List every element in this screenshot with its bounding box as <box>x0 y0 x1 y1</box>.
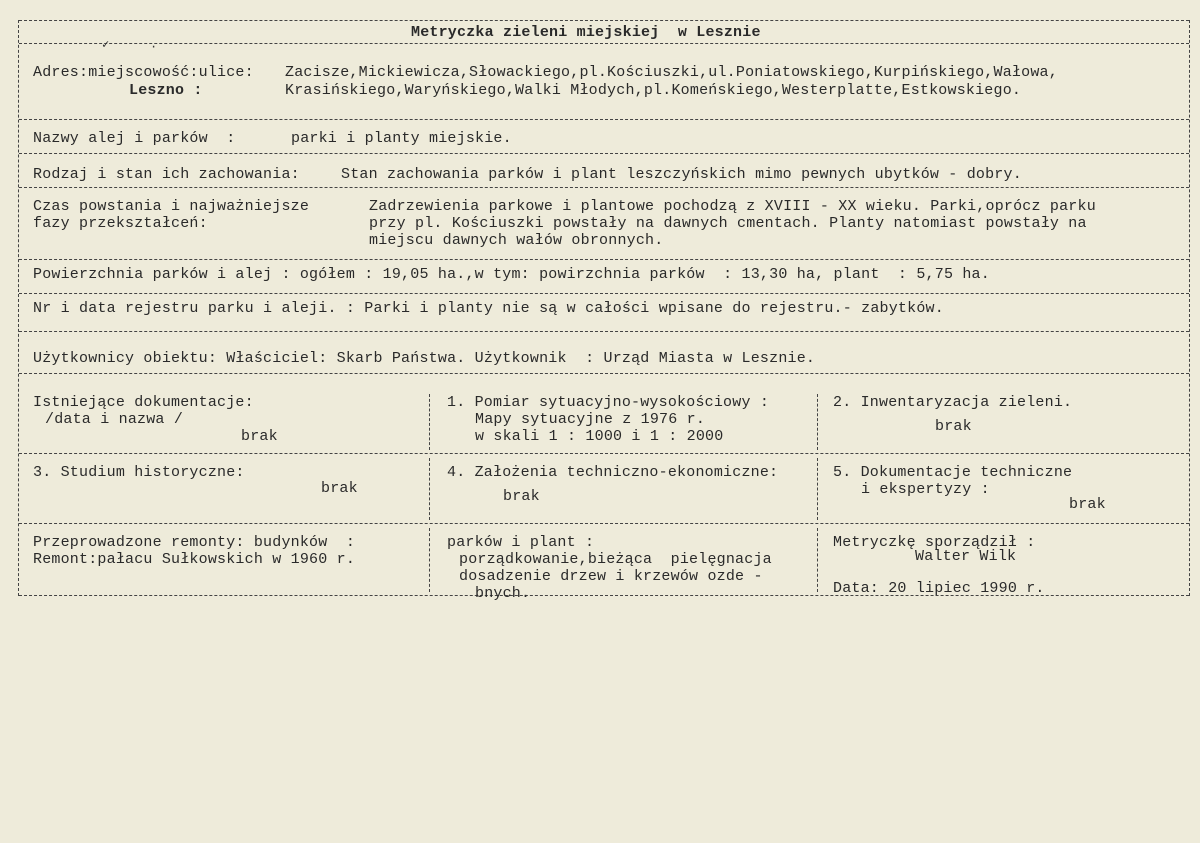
docs-existing-value: brak <box>241 428 278 445</box>
address-row <box>19 44 1189 120</box>
history-value-line3: miejscu dawnych wałów obronnych. <box>369 232 664 249</box>
studies-divider-2 <box>817 458 818 520</box>
users-text: Użytkownicy obiektu: Właściciel: Skarb Państwa. Użytkownik : Urząd Miasta w Lesznie. <box>33 350 816 367</box>
punch-mark-1: ✓ <box>102 38 110 52</box>
repairs-divider-1 <box>429 528 430 592</box>
history-value-line1: Zadrzewienia parkowe i plantowe pochodzą z XVIII - XX wieku. Parki,oprócz parku <box>369 198 1096 215</box>
repairs-divider-2 <box>817 528 818 592</box>
docs-existing-line2: /data i nazwa / <box>45 411 184 428</box>
repairs-mid-line4: bnych. <box>475 585 531 602</box>
docs-survey-line1: 1. Pomiar sytuacyjno-wysokościowy : <box>447 394 770 411</box>
studies-row <box>19 454 1189 524</box>
names-value: parki i planty miejskie. <box>291 130 512 147</box>
title-row <box>19 20 1189 44</box>
repairs-mid-line2: porządkowanie,bieżąca pielęgnacja <box>459 551 772 568</box>
docs-inventory-value: brak <box>935 418 972 435</box>
studies-tech-doc-line1: 5. Dokumentacje techniczne <box>833 464 1073 481</box>
card-title: Metryczka zieleni miejskiej w Lesznie <box>411 24 761 41</box>
docs-row <box>19 374 1189 454</box>
register-row <box>19 294 1189 332</box>
type-state-label: Rodzaj i stan ich zachowania: <box>33 166 300 183</box>
studies-tech-econ-label: 4. Założenia techniczno-ekonomiczne: <box>447 464 779 481</box>
type-state-row <box>19 154 1189 188</box>
studies-divider-1 <box>429 458 430 520</box>
studies-historical-label: 3. Studium historyczne: <box>33 464 245 481</box>
address-label: Adres:miejscowość:ulice: <box>33 64 254 81</box>
repairs-mid-line1: parków i plant : <box>447 534 595 551</box>
repairs-row <box>19 524 1189 602</box>
studies-tech-doc-line2: i ekspertyzy : <box>861 481 990 498</box>
studies-tech-doc-value: brak <box>1069 496 1106 513</box>
address-city: Leszno : <box>129 82 203 99</box>
address-streets-line1: Zacisze,Mickiewicza,Słowackiego,pl.Kościuszki,ul.Poniatowskiego,Kurpińskiego,Wałowa, <box>285 64 1058 81</box>
docs-existing-line1: Istniejące dokumentacje: <box>33 394 254 411</box>
history-label-line2: fazy przekształceń: <box>33 215 208 232</box>
author-name: Walter Wilk <box>915 548 1017 565</box>
repairs-mid-line3: dosadzenie drzew i krzewów ozde - <box>459 568 763 585</box>
history-row <box>19 188 1189 260</box>
docs-divider-2 <box>817 394 818 450</box>
users-row <box>19 332 1189 374</box>
history-value-line2: przy pl. Kościuszki powstały na dawnych cmentach. Planty natomiast powstały na <box>369 215 1087 232</box>
punch-mark-2: · <box>150 40 158 54</box>
docs-inventory-line1: 2. Inwentaryzacja zieleni. <box>833 394 1073 411</box>
names-label: Nazwy alej i parków : <box>33 130 236 147</box>
card-frame <box>18 20 1190 602</box>
studies-historical-value: brak <box>321 480 358 497</box>
address-streets-line2: Krasińskiego,Waryńskiego,Walki Młodych,pl.Komeńskiego,Westerplatte,Estkowskiego. <box>285 82 1022 99</box>
repairs-left-line1: Przeprowadzone remonty: budynków : <box>33 534 356 551</box>
history-label-line1: Czas powstania i najważniejsze <box>33 198 310 215</box>
author-label: Metryczkę sporządził : <box>833 534 1036 551</box>
docs-survey-line2: Mapy sytuacyjne z 1976 r. <box>475 411 706 428</box>
docs-divider-1 <box>429 394 430 450</box>
record-date: Data: 20 lipiec 1990 r. <box>833 580 1045 597</box>
area-row <box>19 260 1189 294</box>
area-text: Powierzchnia parków i alej : ogółem : 19,05 ha.,w tym: powirzchnia parków : 13,30 ha, plant : 5,75 ha. <box>33 266 990 283</box>
names-row <box>19 120 1189 154</box>
docs-survey-line3: w skali 1 : 1000 i 1 : 2000 <box>475 428 724 445</box>
register-text: Nr i data rejestru parku i aleji. : Parki i planty nie są w całości wpisane do rejestru.- zabytków. <box>33 300 944 317</box>
repairs-left-line2: Remont:pałacu Sułkowskich w 1960 r. <box>33 551 356 568</box>
type-state-value: Stan zachowania parków i plant leszczyńskich mimo pewnych ubytków - dobry. <box>341 166 1022 183</box>
studies-tech-econ-value: brak <box>503 488 540 505</box>
